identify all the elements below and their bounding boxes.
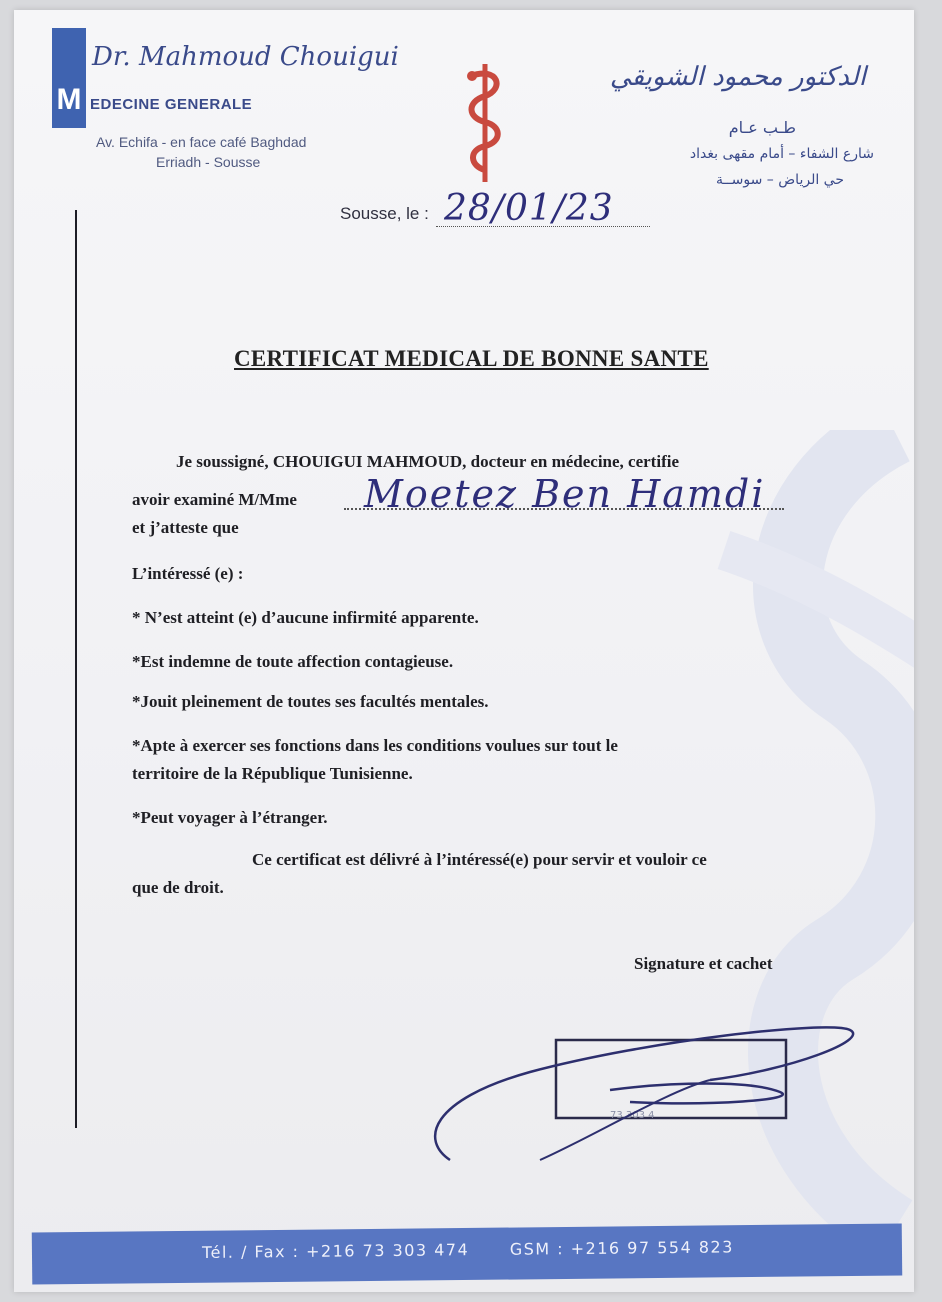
doctor-name: Dr. Mahmoud Chouigui xyxy=(92,42,399,72)
closing-line-2: que de droit. xyxy=(132,878,224,897)
clause-3: *Jouit pleinement de toutes ses facultés mentales. xyxy=(132,692,489,711)
examined-label: avoir examiné M/Mme xyxy=(132,490,297,509)
clause-4-line-1: *Apte à exercer ses fonctions dans les conditions voulues sur tout le xyxy=(132,736,618,755)
address-line-1: Av. Echifa - en face café Baghdad xyxy=(96,134,307,150)
signature-label: Signature et cachet xyxy=(634,954,773,973)
clause-4-line-2: territoire de la République Tunisienne. xyxy=(132,764,413,783)
tel-fax: Tél. / Fax : +216 73 303 474 xyxy=(201,1240,470,1262)
arabic-address-line-2: حي الرياض – سوســة xyxy=(715,172,844,188)
closing-line-1: Ce certificat est délivré à l’intéressé(e) pour servir et vouloir ce xyxy=(252,850,707,869)
attest-line: et j’atteste que xyxy=(132,518,239,537)
arabic-specialty: طـب عـام xyxy=(728,118,796,137)
body-intro: Je soussigné, CHOUIGUI MAHMOUD, docteur en médecine, certifie xyxy=(176,452,679,471)
signature-stamp xyxy=(410,1020,870,1170)
handwritten-patient-name: Moetez Ben Hamdi xyxy=(364,472,766,516)
arabic-doctor-name: الدكتور محمود الشويقي xyxy=(609,62,866,92)
gsm: GSM : +216 97 554 823 xyxy=(509,1237,734,1259)
clause-5: *Peut voyager à l’étranger. xyxy=(132,808,328,827)
arabic-address-line-1: شارع الشفاء – أمام مقهى بغداد xyxy=(689,146,874,162)
logo-letter: M xyxy=(56,83,82,116)
certificate-page xyxy=(14,10,914,1292)
stamp-number: 73 303 4 xyxy=(610,1110,655,1121)
handwritten-date: 28/01/23 xyxy=(444,188,614,229)
clause-1: * N’est atteint (e) d’aucune infirmité apparente. xyxy=(132,608,479,627)
interesse-label: L’intéressé (e) : xyxy=(132,564,244,583)
address-line-2: Erriadh - Sousse xyxy=(156,154,261,170)
specialty: EDECINE GENERALE xyxy=(90,96,253,113)
caduceus-icon xyxy=(460,56,510,186)
margin-rule xyxy=(75,210,77,1128)
date-label: Sousse, le : xyxy=(340,204,429,223)
certificate-title: CERTIFICAT MEDICAL DE BONNE SANTE xyxy=(234,346,709,371)
clause-2: *Est indemne de toute affection contagieuse. xyxy=(132,652,454,671)
